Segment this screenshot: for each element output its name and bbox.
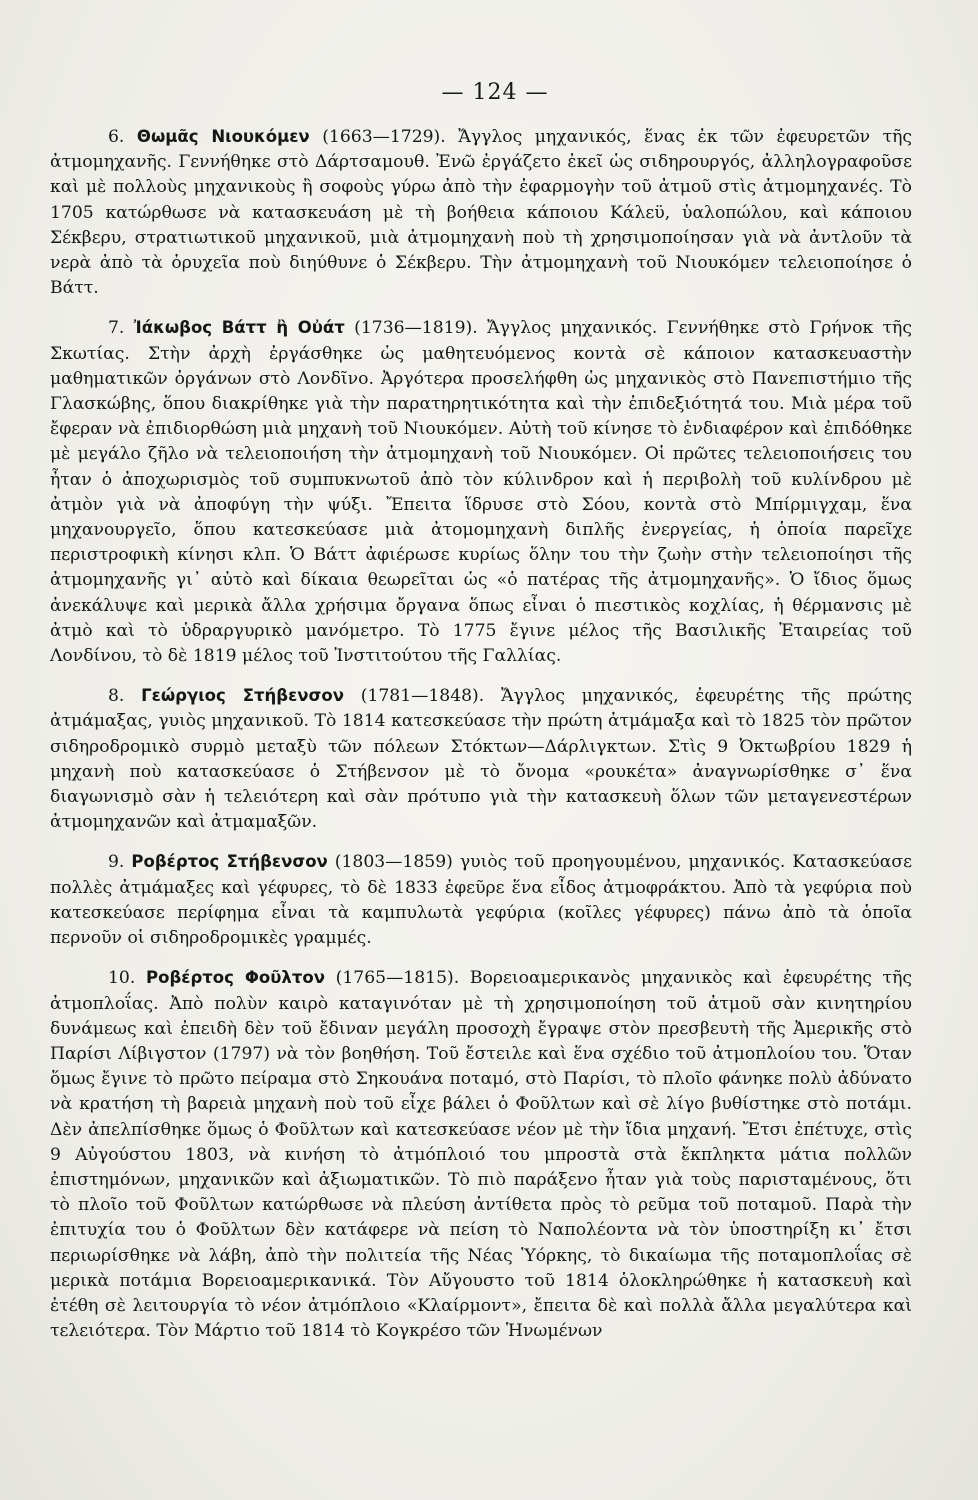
entry-number: 10. (108, 968, 136, 989)
entry-name: Ροβέρτος Στήβενσον (131, 852, 328, 872)
entry-text: (1765—1815). Βορειοαμερικανὸς μηχανικὸς καὶ ἐφευρέτης τῆς ἀτμοπλοΐας. Ἀπὸ πολὺν καιρὸ καταγινόταν μὲ τὴ χρησιμοποίηση τοῦ ἀτμοῦ σὰν κινητηρίου δυνάμεως καὶ ἐπειδὴ δὲν τοῦ ἔδιναν μεγάλη προσοχὴ ἔγραψε στὸν πρεσβευτὴ τῆς Ἀμερικῆς στὸ Παρίσι Λίβιγστον (1797) νὰ τὸν βοηθήση. Τοῦ ἔστειλε καὶ ἕνα σχέδιο τοῦ ἀτμοπλοίου του. Ὅταν ὅμως ἔγινε τὸ πρῶτο πείραμα στὸ Σηκουάνα ποταμό, στὸ Παρίσι, τὸ πλοῖο φάνηκε πολὺ ἀδύνατο νὰ κρατήση τὴ βαρειὰ μηχανὴ ποὺ τοῦ εἶχε βάλει ὁ Φοῦλτων καὶ σὲ λίγο βυθίστηκε στὸ ποτάμι. Δὲν ἀπελπίσθηκε ὅμως ὁ Φοῦλτων καὶ κατεσκεύασε νέον μὲ τὴν ἴδια μηχανή. Ἔτσι ἐπέτυχε, στὶς 9 Αὐγούστου 1803, νὰ κινήση τὸ ἀτμόπλοιό του μπροστὰ στὰ ἔκπληκτα μάτια πολλῶν ἐπιστημόνων, μηχανικῶν καὶ ἀξιωματικῶν. Τὸ πιὸ παράξενο ἦταν γιὰ τοὺς παρισταμένους, ὅτι τὸ πλοῖο τοῦ Φοῦλτων κατώρθωσε νὰ πλεύση ἀντίθετα πρὸς τὸ ρεῦμα τοῦ ποταμοῦ. Παρὰ τὴν ἐπιτυχία του ὁ Φοῦλτων δὲν κατάφερε νὰ πείση τὸ Ναπολέοντα νὰ τὸν ὑποστηρίξη κι᾽ ἔτσι περιωρίσθηκε νὰ λάβη, ἀπὸ τὴν πολιτεία τῆς Νέας Ὑόρκης, τὸ δικαίωμα τῆς ποταμοπλοΐας σὲ μερικὰ ποτάμια Βορειοαμερικανικά. Τὸν Αὔγουστο τοῦ 1814 ὁλοκληρώθηκε ἡ κατασκευὴ καὶ ἐτέθη σὲ λειτουργία τὸ νέον ἀτμόπλοιο «Κλαίρμοντ», ἔπειτα δὲ καὶ πολλὰ ἄλλα μεγαλύτερα καὶ τελειότερα. Τὸν Μάρτιο τοῦ 1814 τὸ Κογκρέσο τῶν Ἡνωμένων (50, 968, 912, 1342)
entry-name: Θωμᾶς Νιουκόμεν (136, 127, 310, 146)
entry-text: (1781—1848). Ἄγγλος μηχανικός, ἐφευρέτης τῆς πρώτης ἀτμάμαξας, γυιὸς μηχανικοῦ. Τὸ 1814 κατεσκεύασε τὴν πρώτη ἀτμάμαξα καὶ τὸ 1825 τὸν πρῶτον σιδηροδρομικὸ συρμὸ μεταξὺ τῶν πόλεων Στόκτων—Δάρλιγκτων. Στὶς 9 Ὀκτωβρίου 1829 ἡ μηχανὴ ποὺ κατασκεύασε ὁ Στήβενσον μὲ τὸ ὄνομα «ρουκέτα» ἀναγνωρίσθηκε σ᾽ ἕνα διαγωνισμὸ σὰν ἡ τελειότερη καὶ σὰν πρότυπο γιὰ τὴν κατασκευὴ ὅλων τῶν μεταγενεστέρων ἀτμομηχανῶν καὶ ἀτμαμαξῶν. (50, 686, 912, 833)
entry-number: 8. (108, 686, 125, 707)
entry-6-newcomen (50, 124, 912, 301)
page-number: — 124 — (441, 80, 549, 105)
entry-text: (1663—1729). Ἄγγλος μηχανικός, ἕνας ἐκ τῶν ἐφευρετῶν τῆς ἀτμομηχανῆς. Γεννήθηκε στὸ Δάρτσαμουθ. Ἐνῶ ἐργάζετο ἐκεῖ ὡς σιδηρουργός, ἀλληλογραφοῦσε καὶ μὲ πολλοὺς μηχανικοὺς ἢ σοφοὺς γύρω ἀπὸ τὴν ἐφαρμογὴν τοῦ ἀτμοῦ στὶς ἀτμομηχανές. Τὸ 1705 κατώρθωσε νὰ κατασκευάση μὲ τὴ βοήθεια κάποιου Κάλεϋ, ὑαλοπώλου, καὶ κάποιου Σέκβερυ, στρατιωτικοῦ μηχανικοῦ, μιὰ ἀτμομηχανὴ ποὺ τὴ χρησιμοποίησαν γιὰ νὰ ἀντλοῦν τὰ νερὰ ἀπὸ τὰ ὀρυχεῖα ποὺ διηύθυνε ὁ Σέκβερυ. Τὴν ἀτμομηχανὴ τοῦ Νιουκόμεν τελειοποίησε ὁ Βάττ. (50, 127, 912, 299)
entry-9-robert-stephenson (50, 849, 912, 951)
entry-8-george-stephenson (50, 683, 912, 835)
entry-7-watt (50, 315, 912, 669)
entry-number: 9. (108, 852, 125, 873)
entry-number: 6. (108, 127, 125, 147)
entry-text: (1736—1819). Ἄγγλος μηχανικός. Γεννήθηκε στὸ Γρήνοκ τῆς Σκωτίας. Στὴν ἀρχὴ ἐργάσθηκε ὡς μαθητευόμενος κοντὰ σὲ κάποιον κατασκευαστὴν μαθηματικῶν ὀργάνων στὸ Λονδῖνο. Ἀργότερα προσελήφθη ὡς μηχανικὸς στὸ Πανεπιστήμιο τῆς Γλασκώβης, ὅπου διακρίθηκε γιὰ τὴν παρατηρητικότητα καὶ τὴν ἐπιδεξιότητά του. Μιὰ μέρα τοῦ ἔφεραν νὰ ἐπιδιορθώση μιὰ μηχανὴ τοῦ Νιουκόμεν. Αὐτὴ τοῦ κίνησε τὸ ἐνδιαφέρον καὶ ἐπιδόθηκε μὲ μεγάλο ζῆλο νὰ τελειοποιήση τὴν ἀτμομηχανὴ τοῦ Νιουκόμεν. Οἱ πρῶτες τελειοποιήσεις του ἦταν ὁ ἀποχωρισμὸς τοῦ συμπυκνωτοῦ ἀπὸ τὸν κύλινδρον καὶ ἡ περιβολὴ τοῦ κυλίνδρου μὲ ἀτμὸν γιὰ νὰ ἀποφύγη τὴν ψύξι. Ἔπειτα ἵδρυσε στὸ Σόου, κοντὰ στὸ Μπίρμιγχαμ, ἕνα μηχανουργεῖο, ὅπου κατεσκεύασε μιὰ ἀτομομηχανὴ διπλῆς ἐνεργείας, ἡ ὁποία παρεῖχε περιστροφικὴ κίνησι κλπ. Ὁ Βάττ ἀφιέρωσε κυρίως ὅλην του τὴν ζωὴν στὴν τελειοποίησι τῆς ἀτμομηχανῆς γι᾽ αὐτὸ καὶ δίκαια θεωρεῖται ὡς «ὁ πατέρας τῆς ἀτμομηχανῆς». Ὁ ἴδιος ὅμως ἀνεκάλυψε καὶ μερικὰ ἄλλα χρήσιμα ὄργανα ὅπως εἶναι ὁ πιεστικὸς κοχλίας, ἡ θέρμανσις μὲ ἀτμὸ καὶ τὸ ὑδραργυρικὸ μανόμετρο. Τὸ 1775 ἔγινε μέλος τῆς Βασιλικῆς Ἑταιρείας τοῦ Λονδίνου, τὸ δὲ 1819 μέλος τοῦ Ἰνστιτούτου τῆς Γαλλίας. (50, 318, 912, 667)
entry-name: Ροβέρτος Φοῦλτον (146, 968, 325, 988)
entry-number: 7. (108, 318, 125, 339)
entry-10-fulton (50, 965, 912, 1344)
entry-text: (1803—1859) γυιὸς τοῦ προηγουμένου, μηχανικός. Κατασκεύασε πολλὲς ἀτμάμαξες καὶ γέφυρες, τὸ δὲ 1833 ἐφεῦρε ἕνα εἶδος ἀτμοφράκτου. Ἀπὸ τὰ γεφύρια ποὺ κατεσκεύασε περίφημα εἶναι τὰ καμπυλωτὰ γεφύρια (κοῖλες γέφυρες) πάνω ἀπὸ τὰ ὁποῖα περνοῦν οἱ σιδηροδρομικὲς γραμμές. (50, 852, 912, 949)
entry-name: Ἰάκωβος Βάττ ἢ Οὐάτ (133, 318, 345, 338)
entry-name: Γεώργιος Στήβενσον (141, 686, 344, 706)
